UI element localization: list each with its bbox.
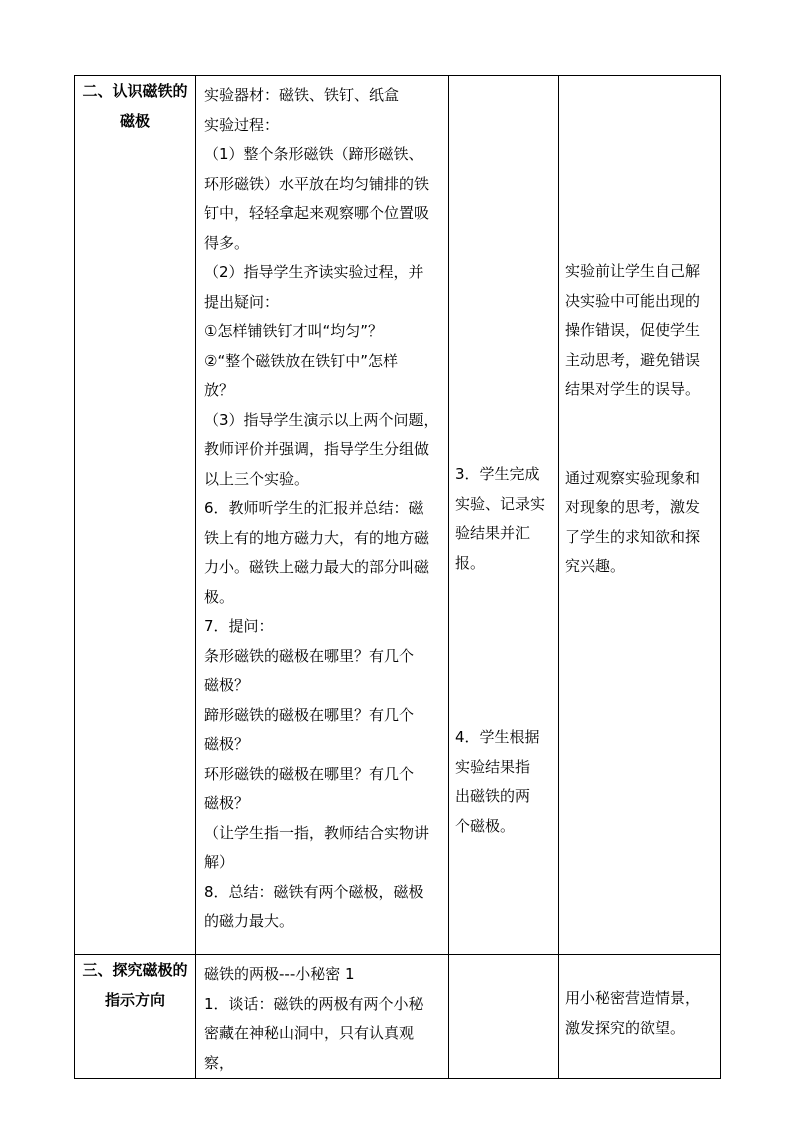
text-line: 实验前让学生自己解 — [565, 262, 701, 280]
text-line: 得多。 — [204, 233, 250, 252]
design-intent-cell — [559, 955, 721, 1079]
text-line: 激发探究的欲望。 — [565, 1018, 686, 1037]
text-line: 磁铁的两极---小秘密 1 — [204, 965, 355, 983]
text-line: 的磁力最大。 — [204, 912, 295, 930]
text-line: ①怎样铺铁钉才叫“均匀”？ — [204, 322, 383, 340]
text-line: 实验、记录实 — [455, 494, 546, 513]
text-line: 环形磁铁的磁极在哪里？有几个 — [204, 764, 415, 783]
student-activity-cell — [449, 955, 559, 1079]
text-line: 通过观察实验现象和 — [565, 468, 701, 487]
text-line: 用小秘密营造情景， — [565, 989, 701, 1007]
text-line: （3）指导学生演示以上两个问题， — [204, 410, 439, 429]
text-line: 条形磁铁的磁极在哪里？有几个 — [204, 646, 415, 665]
teaching-process-cell — [196, 955, 449, 1079]
text-line: 操作错误，促使学生 — [565, 321, 701, 339]
text-line: 究兴趣。 — [565, 557, 626, 575]
text-line: 提出疑问： — [204, 292, 280, 311]
lesson-plan-table — [74, 75, 721, 1079]
text-line: 3．学生完成 — [455, 465, 540, 483]
teaching-process-cell — [196, 76, 449, 955]
text-line: 密藏在神秘山洞中，只有认真观察， — [204, 1024, 415, 1072]
text-line: 1．谈话：磁铁的两极有两个小秘 — [204, 994, 424, 1013]
text-line: 验结果并汇 — [455, 524, 531, 542]
text-line: 4．学生根据 — [455, 728, 540, 746]
text-line: 力小。磁铁上磁力最大的部分叫磁 — [204, 558, 430, 576]
section-heading-line: 指示方向 — [104, 991, 165, 1009]
text-line: 结果对学生的误导。 — [565, 380, 701, 398]
text-line: 放？ — [204, 381, 235, 399]
text-line: 对现象的思考，激发 — [565, 498, 701, 516]
text-line: 环形磁铁）水平放在均匀铺排的铁 — [204, 174, 430, 193]
text-line: 个磁极。 — [455, 816, 516, 835]
text-line: 报。 — [455, 553, 486, 572]
text-line: 7．提问： — [204, 617, 274, 635]
section-heading-cell — [75, 955, 196, 1079]
text-line: 6．教师听学生的汇报并总结：磁 — [204, 499, 424, 517]
design-intent-cell — [559, 76, 721, 955]
table-row — [75, 955, 721, 1079]
text-line: 蹄形磁铁的磁极在哪里？有几个 — [204, 705, 415, 724]
section-heading-line: 三、探究磁极的 — [82, 961, 188, 979]
student-activity-cell — [449, 76, 559, 955]
text-line: 磁极？ — [204, 735, 250, 753]
section-heading-cell — [75, 76, 196, 955]
text-line: （2）指导学生齐读实验过程，并 — [204, 263, 424, 281]
text-line: 实验过程： — [204, 115, 280, 134]
text-line: 出磁铁的两 — [455, 787, 531, 805]
text-line: 铁上有的地方磁力大，有的地方磁 — [204, 528, 430, 547]
text-line: 主动思考，避免错误 — [565, 350, 701, 369]
text-line: （1）整个条形磁铁（蹄形磁铁、 — [204, 145, 424, 163]
text-line: 解） — [204, 853, 235, 871]
section-heading-line: 二、认识磁铁的 — [82, 82, 188, 100]
text-line: 磁极？ — [204, 676, 250, 694]
text-line: （让学生指一指，教师结合实物讲 — [204, 823, 430, 842]
text-line: 决实验中可能出现的 — [565, 291, 701, 310]
section-heading-line: 磁极 — [119, 112, 150, 130]
table-row — [75, 76, 721, 955]
text-line: 钉中，轻轻拿起来观察哪个位置吸 — [204, 204, 430, 222]
text-line: 教师评价并强调，指导学生分组做 — [204, 440, 430, 458]
text-line: 以上三个实验。 — [204, 469, 310, 488]
text-line: 极。 — [204, 587, 235, 606]
text-line: 8．总结：磁铁有两个磁极，磁极 — [204, 882, 424, 901]
text-line: 了学生的求知欲和探 — [565, 527, 701, 546]
text-line: 实验器材：磁铁、铁钉、纸盒 — [204, 86, 400, 104]
text-line: 实验结果指 — [455, 757, 531, 776]
text-line: 磁极？ — [204, 794, 250, 812]
text-line: ②“整个磁铁放在铁钉中”怎样 — [204, 351, 398, 370]
